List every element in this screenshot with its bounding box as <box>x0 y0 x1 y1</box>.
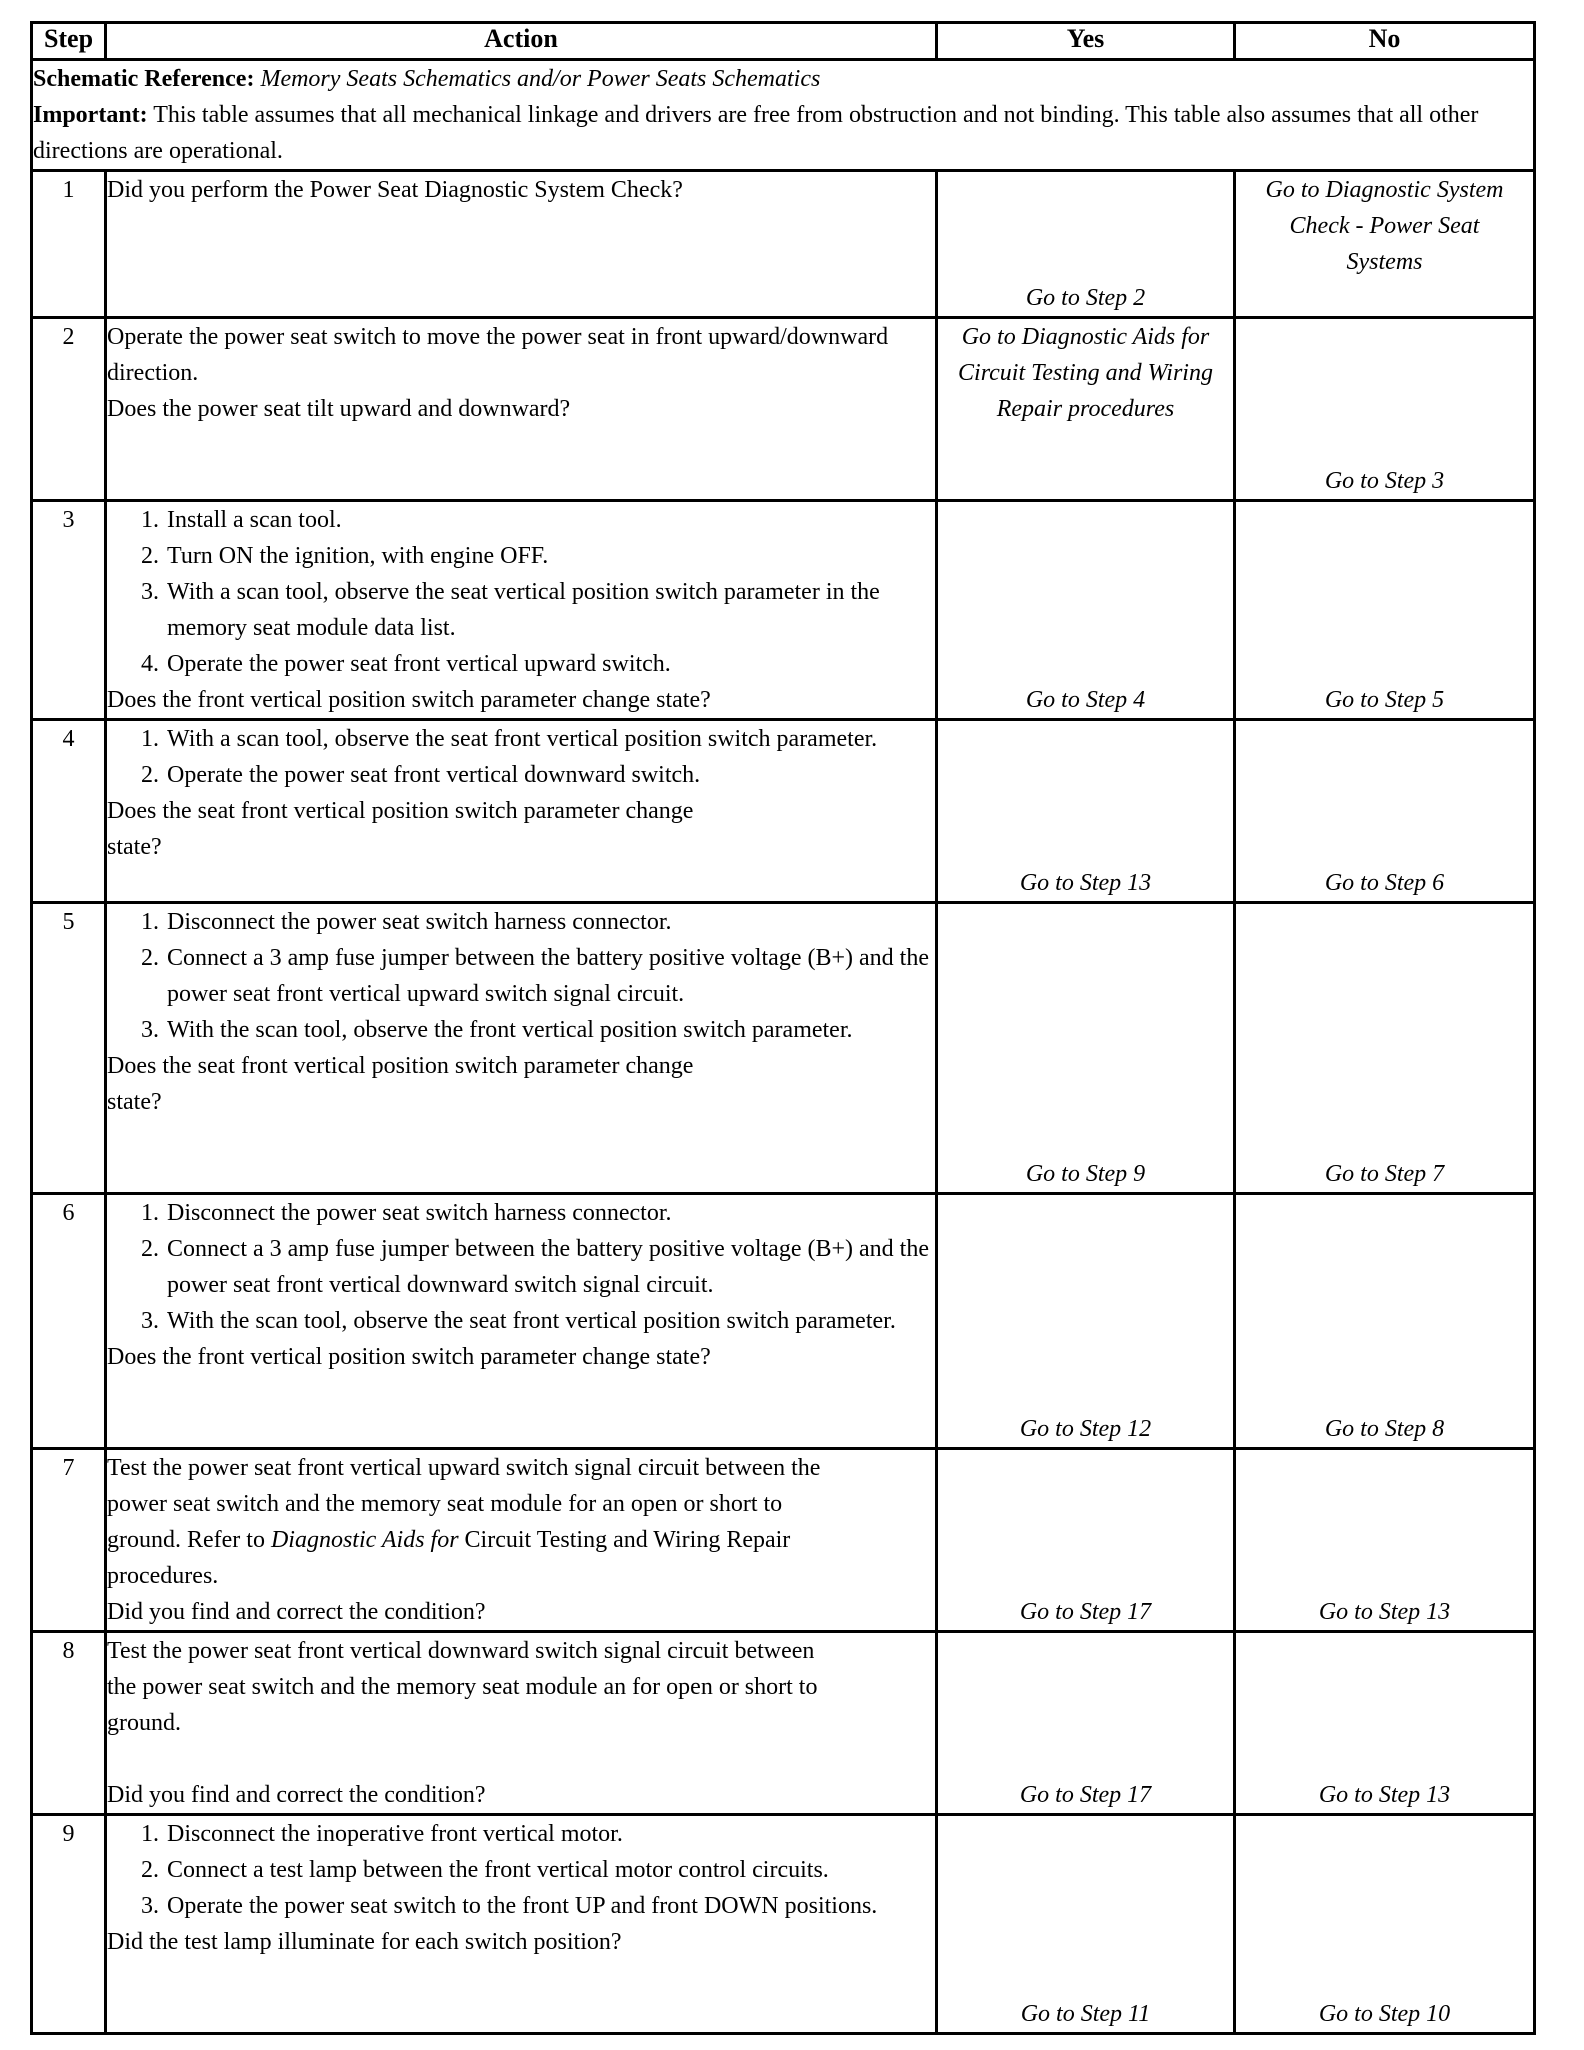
step-action <box>106 903 937 1194</box>
info-cell <box>32 60 1535 171</box>
header-action: Action <box>106 23 937 60</box>
no-outcome: Go to Step 8 <box>1324 1416 1445 1442</box>
step-question: Does the seat front vertical position switch parameter change state? <box>107 798 694 860</box>
step-question: Did the test lamp illuminate for each switch position? <box>107 1929 622 1955</box>
list-item: 3. Operate the power seat switch to the front UP and front DOWN positions. <box>165 1888 935 1924</box>
no-outcome: Go to Step 6 <box>1324 870 1445 896</box>
yes-outcome: Go to Step 4 <box>1025 687 1146 713</box>
instruction-text: Test the power seat front vertical upward switch signal circuit between the power seat switch and the memory seat module for an open or short to ground. Refer to <box>107 1455 821 1553</box>
step-number: 7 <box>32 1449 106 1632</box>
info-row <box>32 60 1535 171</box>
list-item: 2. Turn ON the ignition, with engine OFF. <box>165 538 935 574</box>
reference-link: Diagnostic Aids for <box>270 1527 459 1553</box>
yes-cell <box>937 1632 1235 1815</box>
step-instruction <box>107 1450 827 1594</box>
step-procedure-list <box>107 1195 935 1339</box>
schematic-label: Schematic Reference: <box>33 66 255 92</box>
diagnostic-table <box>30 21 1536 2035</box>
step-number: 4 <box>32 720 106 903</box>
step-action <box>106 318 937 501</box>
yes-cell <box>937 1815 1235 2034</box>
no-outcome: Go to Step 5 <box>1324 687 1445 713</box>
no-cell <box>1235 1194 1535 1449</box>
step-question: Does the seat front vertical position switch parameter change state? <box>107 1053 694 1115</box>
no-cell <box>1235 171 1535 318</box>
table-row <box>32 501 1535 720</box>
step-action <box>106 1815 937 2034</box>
no-cell <box>1235 1632 1535 1815</box>
step-number: 5 <box>32 903 106 1194</box>
yes-outcome: Go to Step 12 <box>1019 1416 1152 1442</box>
important-text: This table assumes that all mechanical linkage and drivers are free from obstruction and not binding. This table also assumes that all other directions are operational. <box>33 102 1479 164</box>
step-action <box>106 1632 937 1815</box>
step-number: 9 <box>32 1815 106 2034</box>
no-outcome: Go to Step 13 <box>1318 1599 1451 1625</box>
yes-outcome: Go to Step 2 <box>1025 285 1146 311</box>
important-label: Important: <box>33 102 148 128</box>
list-item: 3. With a scan tool, observe the seat vertical position switch parameter in the memory seat module data list. <box>165 574 935 646</box>
yes-outcome: Go to Diagnostic Aids for Circuit Testing and Wiring Repair procedures <box>958 324 1213 422</box>
no-cell <box>1235 1449 1535 1632</box>
step-question: Does the front vertical position switch parameter change state? <box>107 687 711 713</box>
list-item: 3. With the scan tool, observe the front vertical position switch parameter. <box>165 1012 935 1048</box>
step-procedure-list <box>107 904 935 1048</box>
yes-outcome: Go to Step 17 <box>1019 1599 1152 1625</box>
yes-cell <box>937 501 1235 720</box>
step-action <box>106 1449 937 1632</box>
list-item: 2. Connect a 3 amp fuse jumper between the battery positive voltage (B+) and the power seat front vertical downward switch signal circuit. <box>165 1231 935 1303</box>
no-outcome: Go to Step 3 <box>1324 468 1445 494</box>
table-row <box>32 318 1535 501</box>
step-question: Did you perform the Power Seat Diagnostic System Check? <box>107 177 683 203</box>
step-question: Does the front vertical position switch parameter change state? <box>107 1344 711 1370</box>
list-item: 2. Connect a 3 amp fuse jumper between the battery positive voltage (B+) and the power seat front vertical upward switch signal circuit. <box>165 940 935 1012</box>
list-item: 1. With a scan tool, observe the seat front vertical position switch parameter. <box>165 721 935 757</box>
header-row <box>32 23 1535 60</box>
header-no: No <box>1235 23 1535 60</box>
instruction-text-continued: Circuit Testing and Wiring Repair procedures. <box>107 1527 791 1589</box>
step-question: Did you find and correct the condition? <box>107 1599 486 1625</box>
list-item: 2. Connect a test lamp between the front vertical motor control circuits. <box>165 1852 935 1888</box>
step-number: 6 <box>32 1194 106 1449</box>
yes-outcome: Go to Step 13 <box>1019 870 1152 896</box>
step-number: 3 <box>32 501 106 720</box>
step-instruction: Test the power seat front vertical downward switch signal circuit between the power seat switch and the memory seat module an for open or short to ground. <box>107 1638 818 1736</box>
step-question: Does the power seat tilt upward and downward? <box>107 396 571 422</box>
no-cell <box>1235 318 1535 501</box>
step-procedure-list <box>107 1816 935 1924</box>
yes-cell <box>937 171 1235 318</box>
yes-cell <box>937 1194 1235 1449</box>
header-yes: Yes <box>937 23 1235 60</box>
no-cell <box>1235 1815 1535 2034</box>
yes-outcome: Go to Step 9 <box>1025 1161 1146 1187</box>
step-number: 8 <box>32 1632 106 1815</box>
no-cell <box>1235 720 1535 903</box>
list-item: 2. Operate the power seat front vertical downward switch. <box>165 757 935 793</box>
yes-outcome: Go to Step 11 <box>1020 2001 1151 2027</box>
step-number: 1 <box>32 171 106 318</box>
list-item: 1. Disconnect the power seat switch harness connector. <box>165 1195 935 1231</box>
yes-cell <box>937 318 1235 501</box>
table-row <box>32 171 1535 318</box>
step-procedure-list <box>107 502 935 682</box>
list-item: 1. Disconnect the power seat switch harness connector. <box>165 904 935 940</box>
header-step: Step <box>32 23 106 60</box>
schematic-reference: Memory Seats Schematics and/or Power Seats Schematics <box>260 66 821 92</box>
list-item: 3. With the scan tool, observe the seat front vertical position switch parameter. <box>165 1303 935 1339</box>
yes-outcome: Go to Step 17 <box>1019 1782 1152 1808</box>
no-outcome: Go to Diagnostic System Check - Power Seat Systems <box>1265 177 1504 275</box>
step-action <box>106 171 937 318</box>
step-action <box>106 501 937 720</box>
step-number: 2 <box>32 318 106 501</box>
no-outcome: Go to Step 7 <box>1324 1161 1445 1187</box>
yes-cell <box>937 720 1235 903</box>
step-action <box>106 720 937 903</box>
table-row <box>32 1449 1535 1632</box>
step-instruction: Operate the power seat switch to move the power seat in front upward/downward direction. <box>107 324 889 386</box>
table-row <box>32 1632 1535 1815</box>
table-row <box>32 1194 1535 1449</box>
list-item: 1. Install a scan tool. <box>165 502 935 538</box>
no-cell <box>1235 501 1535 720</box>
no-outcome: Go to Step 10 <box>1318 2001 1451 2027</box>
table-row <box>32 720 1535 903</box>
table-row <box>32 903 1535 1194</box>
list-item: 4. Operate the power seat front vertical upward switch. <box>165 646 935 682</box>
table-row <box>32 1815 1535 2034</box>
yes-cell <box>937 1449 1235 1632</box>
no-cell <box>1235 903 1535 1194</box>
list-item: 1. Disconnect the inoperative front vertical motor. <box>165 1816 935 1852</box>
step-question: Did you find and correct the condition? <box>107 1782 486 1808</box>
step-procedure-list <box>107 721 935 793</box>
step-action <box>106 1194 937 1449</box>
no-outcome: Go to Step 13 <box>1318 1782 1451 1808</box>
yes-cell <box>937 903 1235 1194</box>
